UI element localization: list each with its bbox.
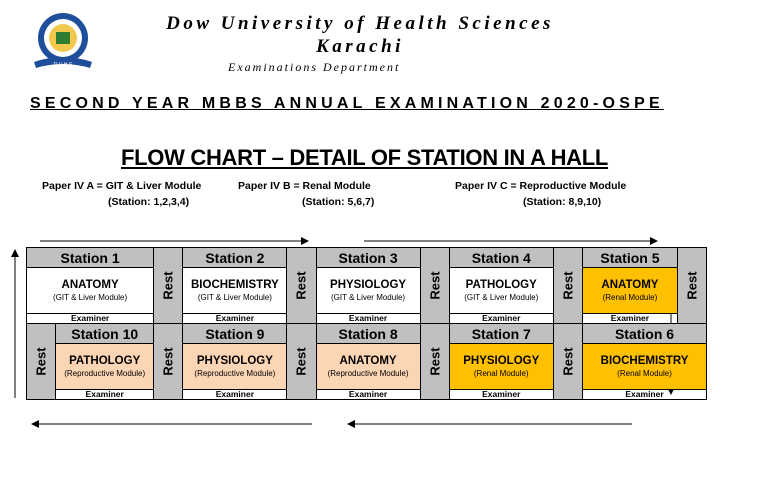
paper-c-label: Paper IV C = Reproductive Module: [455, 180, 627, 192]
station-3-body: [316, 268, 420, 314]
paper-c-stations: (Station: 8,9,10): [523, 196, 602, 208]
examiner-label: Examiner: [183, 390, 287, 400]
station-module: (Reproductive Module): [327, 369, 409, 378]
examiner-label: Examiner: [183, 314, 287, 324]
rest-cell: Rest: [27, 324, 56, 400]
station-3-header: Station 3: [316, 248, 420, 268]
station-module: (GIT & Liver Module): [53, 293, 128, 302]
station-10-body: [56, 344, 154, 390]
station-10-header: Station 10: [56, 324, 154, 344]
station-module: (Reproductive Module): [64, 369, 146, 378]
station-5-header: Station 5: [582, 248, 677, 268]
svg-text:D.U.H.S: D.U.H.S: [53, 62, 73, 68]
station-9-body: [183, 344, 287, 390]
examiner-label: Examiner: [582, 390, 706, 400]
station-7-header: Station 7: [449, 324, 553, 344]
examiner-label: Examiner: [449, 314, 553, 324]
station-9-header: Station 9: [183, 324, 287, 344]
station-4-body: [449, 268, 553, 314]
rest-cell: Rest: [420, 248, 449, 324]
station-subject: PHYSIOLOGY: [196, 355, 273, 367]
paper-a-stations: (Station: 1,2,3,4): [108, 196, 190, 208]
department-name: Examinations Department: [228, 60, 401, 74]
station-1-header: Station 1: [27, 248, 154, 268]
rest-cell: Rest: [553, 324, 582, 400]
rest-cell: Rest: [677, 248, 706, 324]
station-module: (Renal Module): [473, 369, 529, 378]
paper-a-label: Paper IV A = GIT & Liver Module: [42, 180, 202, 192]
station-module: (Reproductive Module): [194, 369, 276, 378]
station-subject: PATHOLOGY: [465, 279, 537, 291]
rest-cell: Rest: [420, 324, 449, 400]
station-5-body: [582, 268, 677, 314]
rest-cell: Rest: [154, 248, 183, 324]
station-4-header: Station 4: [449, 248, 553, 268]
station-module: (GIT & Liver Module): [464, 293, 539, 302]
station-subject: BIOCHEMISTRY: [600, 355, 689, 367]
station-subject: PHYSIOLOGY: [463, 355, 540, 367]
station-module: (Renal Module): [602, 293, 658, 302]
examiner-label: Examiner: [56, 390, 154, 400]
station-subject: BIOCHEMISTRY: [191, 279, 279, 291]
rest-cell: Rest: [287, 248, 316, 324]
examiner-label: Examiner: [316, 390, 420, 400]
station-8-body: [316, 344, 420, 390]
station-subject: ANATOMY: [61, 279, 119, 291]
station-subject: PATHOLOGY: [69, 355, 141, 367]
station-8-header: Station 8: [316, 324, 420, 344]
rest-cell: Rest: [553, 248, 582, 324]
university-city: Karachi: [316, 36, 404, 57]
paper-b-label: Paper IV B = Renal Module: [238, 180, 371, 192]
station-subject: PHYSIOLOGY: [330, 279, 407, 291]
chart-title: FLOW CHART – DETAIL OF STATION IN A HALL: [121, 145, 609, 170]
station-6-header: Station 6: [582, 324, 706, 344]
rest-cell: Rest: [287, 324, 316, 400]
exam-title: SECOND YEAR MBBS ANNUAL EXAMINATION 2020-OSPE: [30, 95, 664, 112]
examiner-label: Examiner: [27, 314, 154, 324]
station-module: (GIT & Liver Module): [331, 293, 406, 302]
station-module: (Renal Module): [617, 369, 672, 378]
examiner-label: Examiner: [582, 314, 677, 324]
station-subject: ANATOMY: [339, 355, 397, 367]
examiner-label: Examiner: [449, 390, 553, 400]
station-2-body: [183, 268, 287, 314]
university-name: Dow University of Health Sciences: [166, 13, 554, 34]
station-grid: [26, 247, 707, 400]
rest-cell: Rest: [154, 324, 183, 400]
station-2-header: Station 2: [183, 248, 287, 268]
station-subject: ANATOMY: [601, 279, 659, 291]
station-module: (GIT & Liver Module): [197, 293, 272, 302]
examiner-label: Examiner: [316, 314, 420, 324]
station-1-body: [27, 268, 154, 314]
station-6-body: [582, 344, 706, 390]
station-7-body: [449, 344, 553, 390]
paper-b-stations: (Station: 5,6,7): [302, 196, 375, 208]
